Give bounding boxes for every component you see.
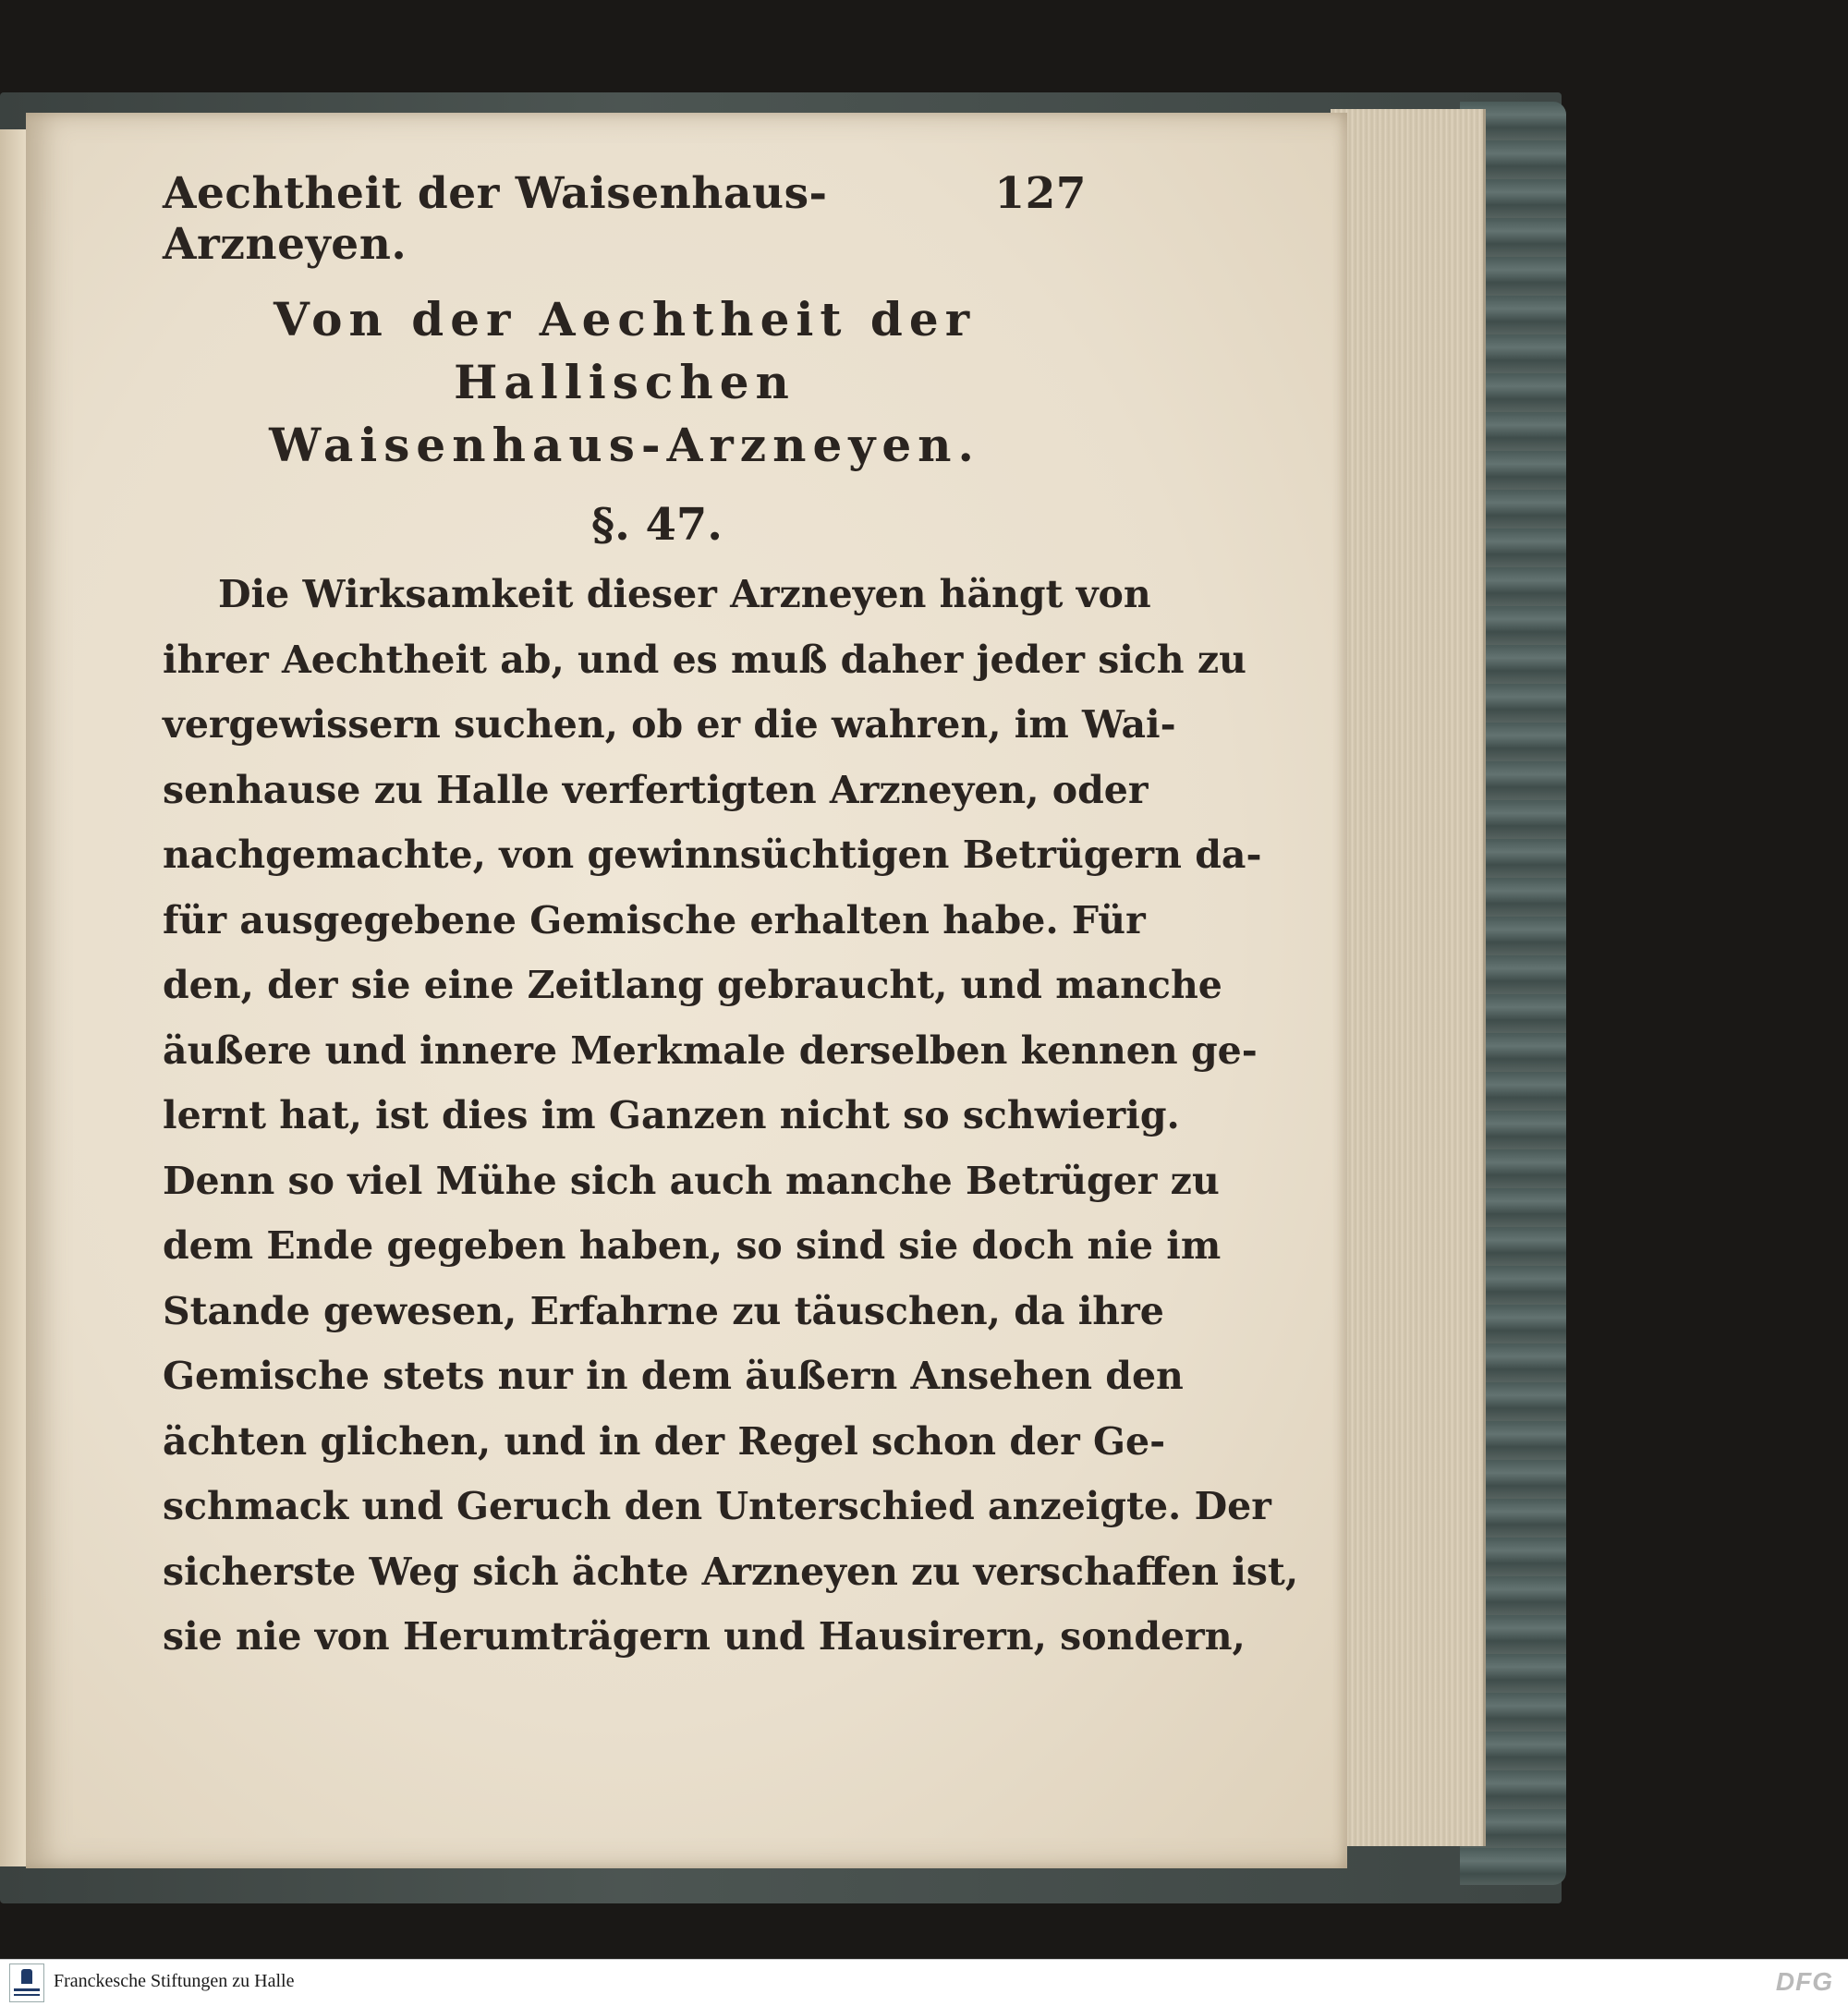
body-text xyxy=(163,562,1299,1670)
body-line: äußere und innere Merkmale derselben kennen ge- xyxy=(163,1027,1258,1073)
running-head-title: Aechtheit der Waisenhaus-Arzneyen. xyxy=(163,168,828,270)
body-line: nachgemachte, von gewinnsüchtigen Betrügern da- xyxy=(163,833,1262,877)
body-line: ächten glichen, und in der Regel schon der Ge- xyxy=(163,1418,1166,1464)
institution-label[interactable]: Franckesche Stiftungen zu Halle xyxy=(54,1971,295,1991)
body-line: Denn so viel Mühe sich auch manche Betrüger zu xyxy=(163,1158,1220,1203)
paragraph-mark: §. 47. xyxy=(590,499,723,551)
body-line: den, der sie eine Zeitlang gebraucht, und manche xyxy=(163,963,1222,1007)
body-line: sicherste Weg sich ächte Arzneyen zu verschaffen ist, xyxy=(163,1549,1299,1594)
body-line: Die Wirksamkeit dieser Arzneyen hängt von xyxy=(218,572,1151,616)
section-title-line-2: Waisenhaus-Arzneyen. xyxy=(269,418,980,472)
body-line: dem Ende gegeben haben, so sind sie doch nie im xyxy=(163,1223,1222,1268)
book-page xyxy=(26,113,1347,1868)
viewer-footer xyxy=(0,1959,1848,2006)
section-title-line-1: Von der Aechtheit der Hallischen xyxy=(273,292,977,409)
body-line: ihrer Aechtheit ab, und es muß daher jeder sich zu xyxy=(163,637,1246,682)
page-stack xyxy=(1331,109,1486,1846)
body-line: sie nie von Herumträgern und Hausirern, sondern, xyxy=(163,1614,1246,1659)
body-line: Stande gewesen, Erfahrne zu täuschen, da ihre xyxy=(163,1288,1164,1333)
dfg-logo: DFG xyxy=(1775,1967,1833,1996)
body-line: vergewissern suchen, ob er die wahren, im Wai- xyxy=(163,702,1176,747)
body-line: Gemische stets nur in dem äußern Ansehen den xyxy=(163,1354,1184,1398)
running-head xyxy=(163,168,1087,270)
left-page-edge xyxy=(0,129,26,1866)
page-number: 127 xyxy=(994,168,1087,219)
franckesche-stiftungen-logo-icon[interactable] xyxy=(9,1963,44,2002)
section-title xyxy=(163,288,1087,477)
body-line: lernt hat, ist dies im Ganzen nicht so schwierig. xyxy=(163,1093,1180,1137)
page-text-block xyxy=(163,168,1299,1670)
body-line: schmack und Geruch den Unterschied anzeigte. Der xyxy=(163,1484,1271,1528)
body-line: senhause zu Halle verfertigten Arzneyen, oder xyxy=(163,767,1149,812)
body-line: für ausgegebene Gemische erhalten habe. Für xyxy=(163,897,1146,942)
